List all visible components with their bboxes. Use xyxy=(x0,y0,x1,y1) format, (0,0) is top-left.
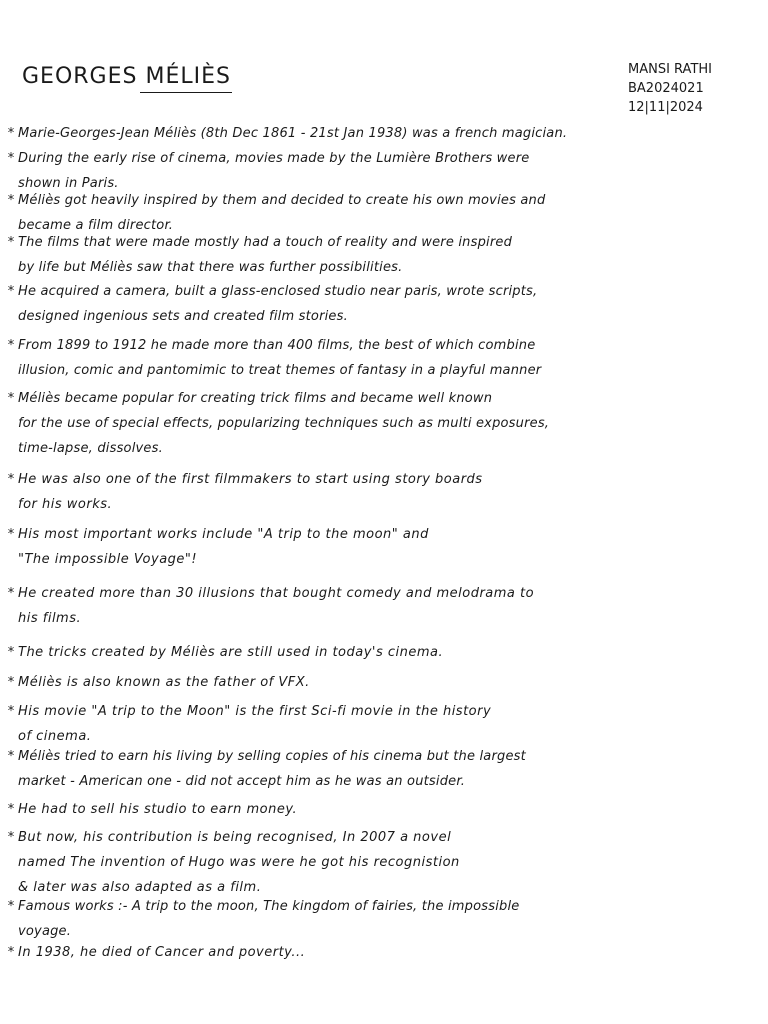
bullet-asterisk: * xyxy=(7,802,15,817)
note-text: From 1899 to 1912 he made more than 400 films, the best of which combine illusion, comic and pantomimic to treat themes of fantasy in a playful manner xyxy=(18,338,542,378)
page-title: GEORGES MÉLIÈS xyxy=(22,64,231,89)
note-item xyxy=(4,230,764,280)
note-text: He acquired a camera, built a glass-enclosed studio near paris, wrote scripts, designed ingenious sets and created film stories. xyxy=(18,284,538,324)
bullet-asterisk: * xyxy=(7,391,15,406)
bullet-asterisk: * xyxy=(7,193,15,208)
bullet-asterisk: * xyxy=(7,338,15,353)
note-text: The films that were made mostly had a touch of reality and were inspired by life but Méliès saw that there was further possibilities. xyxy=(18,235,513,275)
bullet-asterisk: * xyxy=(7,645,15,660)
author-date: 12|11|2024 xyxy=(628,100,703,115)
note-text: Méliès got heavily inspired by them and decided to create his own movies and became a film director. xyxy=(18,193,546,233)
author-block xyxy=(628,60,712,117)
note-text: Méliès became popular for creating trick films and became well known for the use of special effects, popularizing techniques such as multi exposures, time-lapse, dissolves. xyxy=(18,391,550,456)
note-item xyxy=(4,797,764,822)
note-item xyxy=(4,894,764,944)
note-item xyxy=(4,467,764,517)
bullet-asterisk: * xyxy=(7,151,15,166)
bullet-asterisk: * xyxy=(7,235,15,250)
note-item xyxy=(4,121,764,146)
bullet-asterisk: * xyxy=(7,830,15,845)
note-text: But now, his contribution is being recognised, In 2007 a novel named The invention of Hugo was were he got his recognistion & later was also adapted as a film. xyxy=(18,830,460,895)
note-item xyxy=(4,386,764,461)
note-item xyxy=(4,581,764,631)
note-item xyxy=(4,825,764,900)
note-item xyxy=(4,699,764,749)
note-text: His most important works include "A trip to the moon" and "The impossible Voyage"! xyxy=(18,527,429,567)
note-item xyxy=(4,744,764,794)
note-text: During the early rise of cinema, movies made by the Lumière Brothers were shown in Paris. xyxy=(18,151,530,191)
note-item xyxy=(4,333,764,383)
title-underline xyxy=(140,92,232,93)
note-text: Famous works :- A trip to the moon, The kingdom of fairies, the impossible voyage. xyxy=(18,899,520,939)
note-item xyxy=(4,670,764,695)
note-text: Méliès tried to earn his living by selling copies of his cinema but the largest market - American one - did not accept him as he was an outsider. xyxy=(18,749,526,789)
bullet-asterisk: * xyxy=(7,284,15,299)
note-item xyxy=(4,522,764,572)
note-text: Méliès is also known as the father of VFX. xyxy=(18,675,310,690)
note-text: The tricks created by Méliès are still used in today's cinema. xyxy=(18,645,444,660)
bullet-asterisk: * xyxy=(7,899,15,914)
note-item xyxy=(4,640,764,665)
bullet-asterisk: * xyxy=(7,945,15,960)
note-text: He created more than 30 illusions that bought comedy and melodrama to his films. xyxy=(18,586,535,626)
bullet-asterisk: * xyxy=(7,527,15,542)
note-item xyxy=(4,940,764,965)
bullet-asterisk: * xyxy=(7,586,15,601)
note-text: He was also one of the first filmmakers to start using story boards for his works. xyxy=(18,472,483,512)
bullet-asterisk: * xyxy=(7,472,15,487)
note-text: In 1938, he died of Cancer and poverty... xyxy=(18,945,306,960)
bullet-asterisk: * xyxy=(7,675,15,690)
note-text: His movie "A trip to the Moon" is the first Sci-fi movie in the history of cinema. xyxy=(18,704,492,744)
bullet-asterisk: * xyxy=(7,749,15,764)
author-name: MANSI RATHI xyxy=(628,62,712,77)
bullet-asterisk: * xyxy=(7,126,15,141)
note-text: Marie-Georges-Jean Méliès (8th Dec 1861 - 21st Jan 1938) was a french magician. xyxy=(18,126,568,141)
author-roll-number: BA2024021 xyxy=(628,81,704,96)
note-item xyxy=(4,279,764,329)
bullet-asterisk: * xyxy=(7,704,15,719)
note-text: He had to sell his studio to earn money. xyxy=(18,802,298,817)
